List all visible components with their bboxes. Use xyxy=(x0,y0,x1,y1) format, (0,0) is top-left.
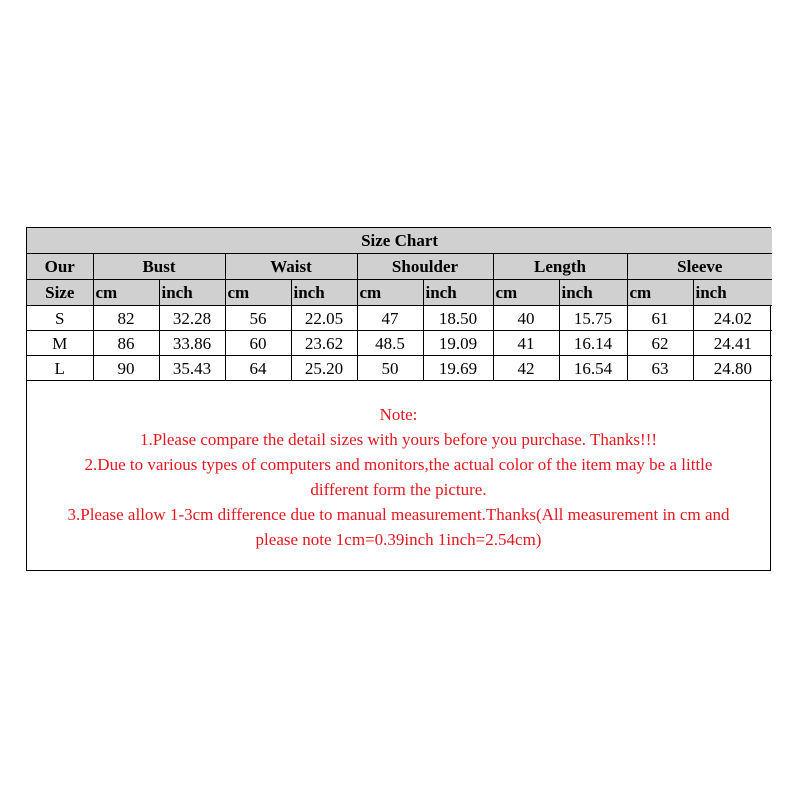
table-cell: 61 xyxy=(627,306,693,331)
table-cell: 35.43 xyxy=(159,356,225,381)
note-line: please note 1cm=0.39inch 1inch=2.54cm) xyxy=(255,530,542,549)
table-cell: 90 xyxy=(93,356,159,381)
table-cell: 64 xyxy=(225,356,291,381)
table-cell: 24.41 xyxy=(693,331,772,356)
size-header-top: Our xyxy=(27,254,93,280)
unit-label-inch: inch xyxy=(159,280,225,306)
column-header-length: Length xyxy=(493,254,627,280)
table-cell: 15.75 xyxy=(559,306,627,331)
table-cell: 63 xyxy=(627,356,693,381)
unit-label-inch: inch xyxy=(559,280,627,306)
table-cell: 50 xyxy=(357,356,423,381)
unit-label-cm: cm xyxy=(225,280,291,306)
table-cell: 33.86 xyxy=(159,331,225,356)
table-cell: 25.20 xyxy=(291,356,357,381)
table-cell: 19.69 xyxy=(423,356,493,381)
table-cell: 22.05 xyxy=(291,306,357,331)
unit-label-cm: cm xyxy=(493,280,559,306)
table-cell: 32.28 xyxy=(159,306,225,331)
unit-label-inch: inch xyxy=(291,280,357,306)
table-cell: 62 xyxy=(627,331,693,356)
table-body xyxy=(27,306,772,381)
table-cell: 47 xyxy=(357,306,423,331)
table-cell: 16.54 xyxy=(559,356,627,381)
unit-label-inch: inch xyxy=(693,280,772,306)
table-cell: 24.80 xyxy=(693,356,772,381)
column-header-sleeve: Sleeve xyxy=(627,254,772,280)
unit-label-cm: cm xyxy=(93,280,159,306)
notes-heading: Note: xyxy=(379,405,418,424)
column-header-waist: Waist xyxy=(225,254,357,280)
size-header-bottom: Size xyxy=(27,280,93,306)
table-cell: 42 xyxy=(493,356,559,381)
table-cell: 48.5 xyxy=(357,331,423,356)
size-cell: L xyxy=(27,356,93,381)
size-table xyxy=(27,228,772,381)
table-cell: 82 xyxy=(93,306,159,331)
table-cell: 56 xyxy=(225,306,291,331)
size-cell: M xyxy=(27,331,93,356)
note-line: different form the picture. xyxy=(310,480,487,499)
table-cell: 41 xyxy=(493,331,559,356)
table-row xyxy=(27,306,772,331)
table-row xyxy=(27,356,772,381)
notes-block xyxy=(27,402,770,552)
table-row xyxy=(27,331,772,356)
table-cell: 19.09 xyxy=(423,331,493,356)
table-cell: 40 xyxy=(493,306,559,331)
note-line: 1.Please compare the detail sizes with yours before you purchase. Thanks!!! xyxy=(139,430,658,449)
size-cell: S xyxy=(27,306,93,331)
column-header-shoulder: Shoulder xyxy=(357,254,493,280)
unit-label-cm: cm xyxy=(627,280,693,306)
column-header-bust: Bust xyxy=(93,254,225,280)
note-line: 3.Please allow 1-3cm difference due to manual measurement.Thanks(All measurement in cm and xyxy=(67,505,730,524)
table-cell: 23.62 xyxy=(291,331,357,356)
chart-title: Size Chart xyxy=(27,228,772,254)
table-cell: 16.14 xyxy=(559,331,627,356)
table-cell: 60 xyxy=(225,331,291,356)
unit-label-cm: cm xyxy=(357,280,423,306)
unit-label-inch: inch xyxy=(423,280,493,306)
table-cell: 86 xyxy=(93,331,159,356)
table-cell: 18.50 xyxy=(423,306,493,331)
note-line: 2.Due to various types of computers and monitors,the actual color of the item may be a little xyxy=(84,455,713,474)
table-cell: 24.02 xyxy=(693,306,772,331)
size-chart xyxy=(26,227,771,571)
